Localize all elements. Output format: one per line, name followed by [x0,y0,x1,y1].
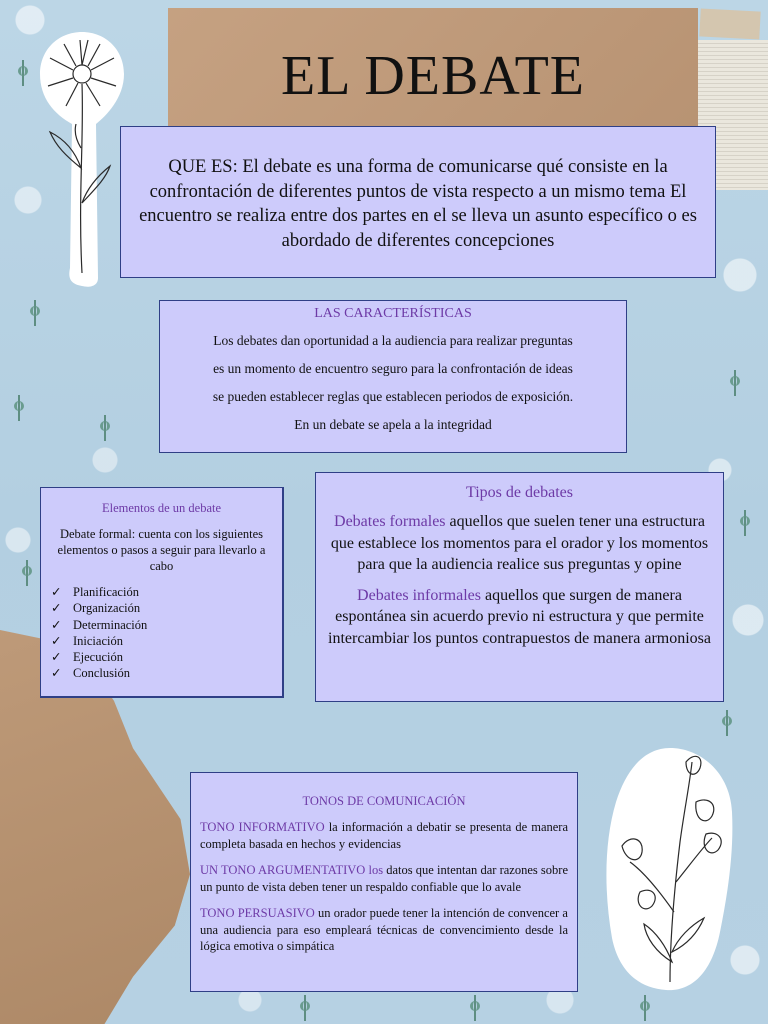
list-item [51,665,282,681]
persuasive-tone-paragraph [200,905,568,955]
informal-debate-text: aquellos que surgen de manera espontánea sin acuerdo previo ni estructura y que permite intercambiar los puntos contrapuestos de manera armoniosa [328,586,711,647]
leaf-sprig-icon [30,300,40,326]
argumentative-tone-text: datos que intentan dar razones sobre un punto de vista deben tener un respaldo confiable que lo avale [200,863,568,894]
list-item-label: Iniciación [73,633,123,648]
persuasive-tone-text: un orador puede tener la intención de convencer a una audiencia para eso empleará técnicas de convencimiento desde la lógica emotiva o simpática [200,906,568,953]
informative-tone-label: TONO INFORMATIVO [200,820,325,834]
list-item [51,617,282,633]
leaf-sprig-icon [14,395,24,421]
sweet-pea-flower-sticker-icon [600,742,736,994]
characteristic-line: Los debates dan oportunidad a la audiencia para realizar preguntas [213,333,573,348]
list-item [51,584,282,600]
informal-debate-label: Debates informales [357,586,481,604]
formal-debate-label: Debates formales [334,513,446,530]
leaf-sprig-icon [300,995,310,1021]
list-item-label: Planificación [73,585,139,599]
formal-debate-text: aquellos que suelen tener una estructura que establece los momentos para el orador y los momentos para que la audiencia realice sus preguntas y opine [330,513,709,573]
elements-list [51,584,282,682]
definition-text: QUE ES: El debate es una forma de comunicarse qué consiste en la confrontación de diferentes puntos de vista respecto a un mismo tema El encuentro se realiza entre dos partes en el se lleva un asunto específico o es abordado de diferentes concepciones [139,157,697,251]
list-item-label: Determinación [73,617,148,632]
tones-heading: TONOS DE COMUNICACIÓN [302,794,466,808]
persuasive-tone-label: TONO PERSUASIVO [200,906,315,920]
characteristics-box [159,300,627,453]
checkmark-icon: ✓ [51,633,62,648]
elements-box [40,487,284,698]
leaf-sprig-icon [22,560,32,586]
argumentative-tone-label: UN TONO ARGUMENTATIVO los [200,863,384,877]
debate-types-box [315,472,724,702]
elements-heading: Elementos de un debate [101,501,222,515]
leaf-sprig-icon [18,60,28,86]
leaf-sprig-icon [100,415,110,441]
characteristics-heading: LAS CARACTERÍSTICAS [314,306,472,321]
leaf-sprig-icon [640,995,650,1021]
checkmark-icon: ✓ [51,601,62,616]
characteristic-line: se pueden establecer reglas que establecen periodos de exposición. [212,389,574,404]
debate-types-heading: Tipos de debates [466,484,573,501]
list-item-label: Conclusión [73,666,130,681]
informal-debate-paragraph [326,585,713,650]
definition-box [120,126,716,278]
formal-debate-paragraph [326,511,713,576]
elements-description: Debate formal: cuenta con los siguientes elementos o pasos a seguir para llevarlo a cabo [57,527,266,573]
checkmark-icon: ✓ [51,650,62,665]
characteristic-line: En un debate se apela a la integridad [294,417,492,432]
checkmark-icon: ✓ [51,585,62,599]
checkmark-icon: ✓ [51,617,62,632]
leaf-sprig-icon [722,710,732,736]
characteristic-line: es un momento de encuentro seguro para la confrontación de ideas [213,361,573,376]
page-title: EL DEBATE [281,45,585,107]
list-item [51,600,282,616]
list-item [51,649,282,665]
informative-tone-paragraph [200,819,568,852]
leaf-sprig-icon [740,510,750,536]
argumentative-tone-paragraph [200,862,568,895]
list-item-label: Organización [73,601,141,616]
informative-tone-text: la información a debatir se presenta de manera completa basada en hechos y evidencias [200,820,569,851]
checkmark-icon: ✓ [51,666,62,681]
leaf-sprig-icon [470,995,480,1021]
daisy-flower-sticker-icon [36,28,128,290]
list-item-label: Ejecución [73,650,123,665]
leaf-sprig-icon [730,370,740,396]
list-item [51,633,282,649]
communication-tones-box [190,772,578,992]
tape-strip [699,8,760,39]
